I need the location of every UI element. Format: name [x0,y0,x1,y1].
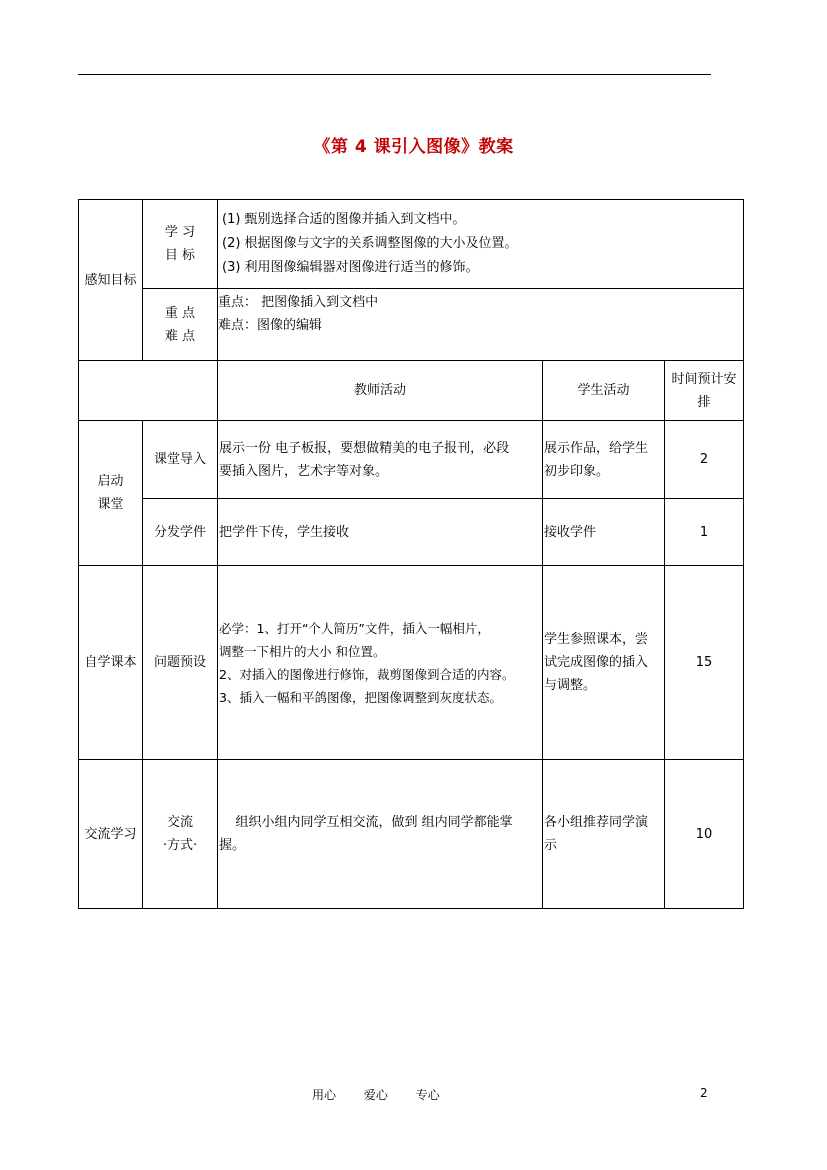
lesson-plan-table [78,199,744,909]
time-cell: 2 [665,421,744,499]
keypoints-list [218,289,744,361]
page-number: 2 [700,1086,708,1100]
objective-item: (3) 利用图像编辑器对图像进行适当的修饰。 [222,260,479,275]
page-title: 《第 4 课引入图像》教案 [313,137,514,157]
step-cell: 交流 ·方式· [143,760,218,909]
time-cell: 1 [665,499,744,566]
student-activity: 接收学件 [543,499,665,566]
keypoint-item: 难点：图像的编辑 [218,318,323,333]
teacher-activity: 展示一份 电子板报，要想做精美的电子报刊，必段 要插入图片，艺术字等对象。 [218,421,543,499]
column-header-student: 学生活动 [543,361,665,421]
time-cell: 10 [665,760,744,909]
teacher-activity: 组织小组内同学互相交流，做到 组内同学都能掌 握。 [218,760,543,909]
student-activity: 展示作品，给学生 初步印象。 [543,421,665,499]
time-cell: 15 [665,566,744,760]
objective-item: (2) 根据图像与文字的关系调整图像的大小及位置。 [222,236,518,251]
objective-item: (1) 甄别选择合适的图像并插入到文档中。 [222,212,466,227]
section-label-selfstudy: 自学课本 [79,566,143,760]
column-header-teacher: 教师活动 [218,361,543,421]
keypoints-header: 重 点 难 点 [143,289,218,361]
teacher-activity: 把学件下传，学生接收 [218,499,543,566]
column-header-time: 时间预计安 排 [665,361,744,421]
section-label-exchange: 交流学习 [79,760,143,909]
keypoint-item: 重点： 把图像插入到文档中 [218,295,379,310]
teacher-activity: 必学：1、打开“个人简历”文件，插入一幅相片， 调整一下相片的大小 和位置。 2、对插入的图像进行修饰，裁剪图像到合适的内容。 3、插入一幅和平鸽图像，把图像调整到灰度状态。 [218,566,543,760]
objectives-list [218,200,744,289]
section-label-perceive: 感知目标 [79,200,143,361]
header-rule [78,74,711,75]
student-activity: 各小组推荐同学演 示 [543,760,665,909]
step-cell: 问题预设 [143,566,218,760]
student-activity: 学生参照课本，尝 试完成图像的插入 与调整。 [543,566,665,760]
section-label-start: 启动 课堂 [79,421,143,566]
header-blank-cell [79,361,218,421]
objectives-header: 学 习 目 标 [143,200,218,289]
step-cell: 课堂导入 [143,421,218,499]
footer-motto: 用心 爱心 专心 [312,1088,440,1102]
step-cell: 分发学件 [143,499,218,566]
